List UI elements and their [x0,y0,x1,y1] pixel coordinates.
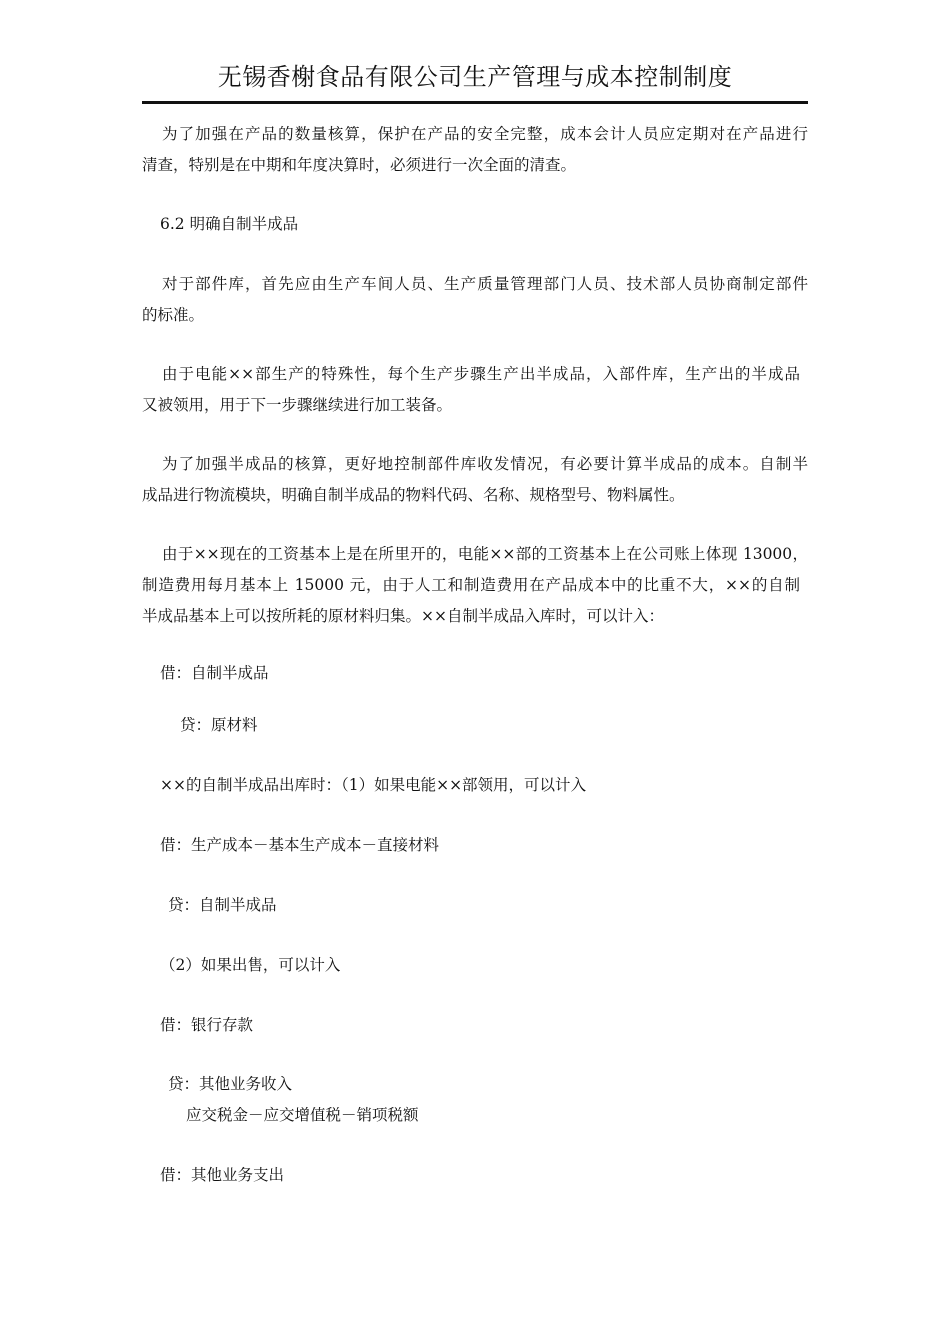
paragraph-3-line-1: 由于电能××部生产的特殊性，每个生产步骤生产出半成品，入部件库，生产出的半成品 [162,365,800,383]
paragraph-5-line-1: 由于××现在的工资基本上是在所里开的，电能××部的工资基本上在公司账上体现 13000， [162,545,808,563]
paragraph-2-line-1: 对于部件库，首先应由生产车间人员、生产质量管理部门人员、技术部人员协商制定部件 [162,275,808,293]
entry-cost-debit: 借：其他业务支出 [160,1166,285,1184]
entry-sale-tax: 应交税金－应交增值税－销项税额 [186,1106,419,1124]
paragraph-4-line-2: 成品进行物流模块，明确自制半成品的物料代码、名称、规格型号、物料属性。 [142,486,685,504]
entry-in-credit: 贷：原材料 [180,716,258,734]
paragraph-1-line-2: 清查，特别是在中期和年度决算时，必须进行一次全面的清查。 [142,156,577,174]
entry-in-debit: 借：自制半成品 [160,664,269,682]
outbound-intro: ××的自制半成品出库时：（1）如果电能××部领用，可以计入 [160,776,587,794]
entry-out-debit: 借：生产成本－基本生产成本－直接材料 [160,836,440,854]
paragraph-4-line-1: 为了加强半成品的核算，更好地控制部件库收发情况，有必要计算半成品的成本。自制半 [162,455,808,473]
paragraph-5-line-3: 半成品基本上可以按所耗的原材料归集。××自制半成品入库时，可以计入： [142,607,664,625]
entry-sale-debit: 借：银行存款 [160,1016,254,1034]
section-heading: 6.2 明确自制半成品 [160,215,299,233]
entry-out-credit: 贷：自制半成品 [168,896,277,914]
document-title: 无锡香榭食品有限公司生产管理与成本控制制度 [217,63,733,91]
paragraph-1-line-1: 为了加强在产品的数量核算，保护在产品的安全完整，成本会计人员应定期对在产品进行 [162,125,808,143]
entry-sale-credit: 贷：其他业务收入 [168,1075,293,1093]
sale-intro: （2）如果出售，可以计入 [160,956,341,974]
title-underline [142,101,808,104]
paragraph-5-line-2: 制造费用每月基本上 15000 元，由于人工和制造费用在产品成本中的比重不大，××的自制 [142,576,800,594]
paragraph-3-line-2: 又被领用，用于下一步骤继续进行加工装备。 [142,396,453,414]
paragraph-2-line-2: 的标准。 [142,306,205,324]
